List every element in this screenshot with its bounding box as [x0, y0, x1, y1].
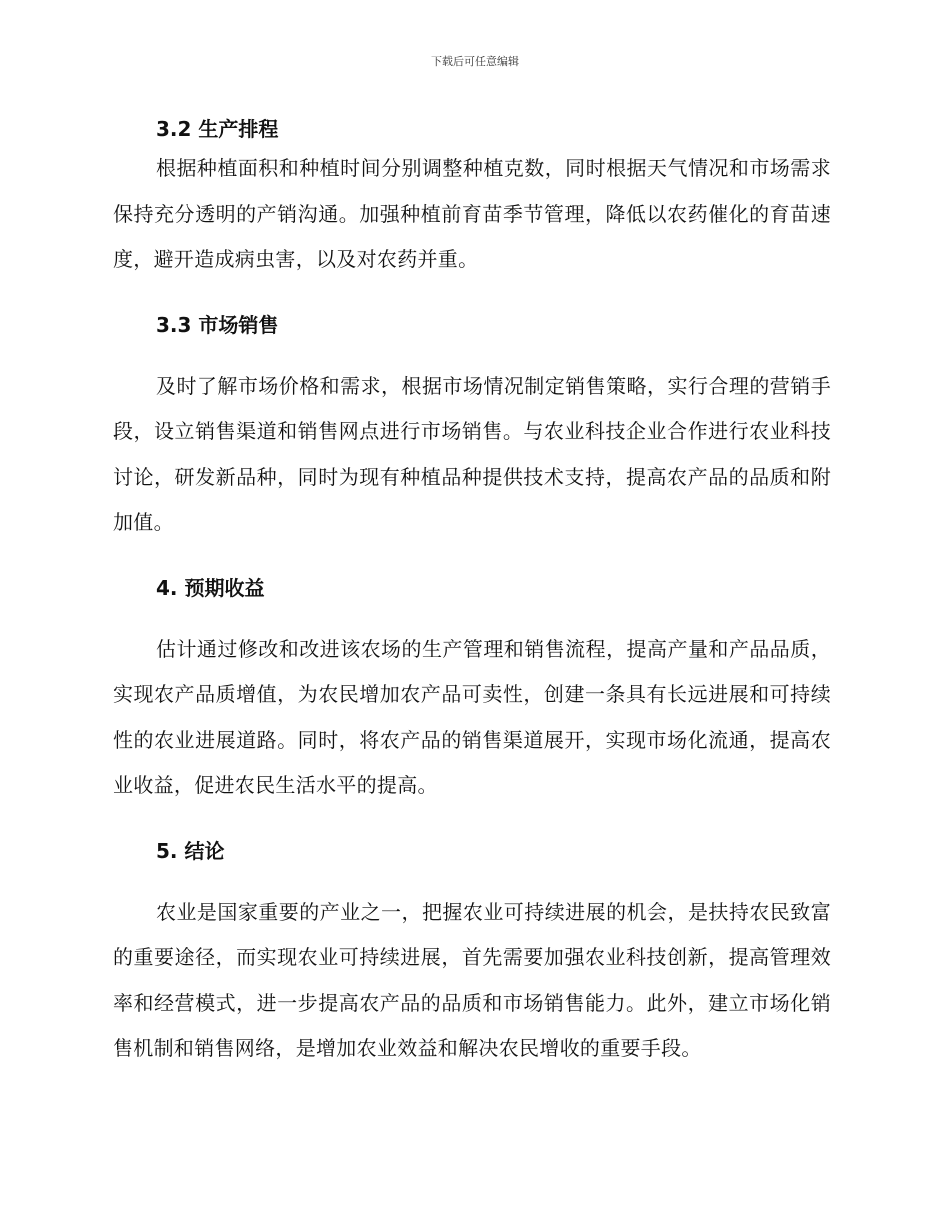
- page-header: 下载后可任意编辑: [431, 55, 519, 68]
- section-heading-4: 4. 预期收益: [156, 575, 265, 600]
- section-paragraph-4: 估计通过修改和改进该农场的生产管理和销售流程，提高产量和产品品质，实现农产品质增值，为农民增加农产品可卖性，创建一条具有长远进展和可持续性的农业进展道路。同时，将农产品的销售渠道展开，实现市场化流通，提高农业收益，促进农民生活水平的提高。: [113, 636, 831, 797]
- section-paragraph-3-3: 及时了解市场价格和需求，根据市场情况制定销售策略，实行合理的营销手段，设立销售渠道和销售网点进行市场销售。与农业科技企业合作进行农业科技讨论，研发新品种，同时为现有种植品种提供技术支持，提高农产品的品质和附加值。: [113, 373, 831, 534]
- section-paragraph-3-2: 根据种植面积和种植时间分别调整种植克数，同时根据天气情况和市场需求保持充分透明的产销沟通。加强种植前育苗季节管理，降低以农药催化的育苗速度，避开造成病虫害，以及对农药并重。: [113, 156, 831, 271]
- section-heading-5: 5. 结论: [156, 838, 225, 863]
- section-heading-3-3: 3.3 市场销售: [156, 312, 279, 337]
- section-heading-3-2: 3.2 生产排程: [156, 117, 279, 141]
- document-body: [113, 112, 831, 1097]
- section-paragraph-5: 农业是国家重要的产业之一，把握农业可持续进展的机会，是扶持农民致富的重要途径，而实现农业可持续进展，首先需要加强农业科技创新，提高管理效率和经营模式，进一步提高农产品的品质和市场销售能力。此外，建立市场化销售机制和销售网络，是增加农业效益和解决农民增收的重要手段。: [113, 899, 831, 1060]
